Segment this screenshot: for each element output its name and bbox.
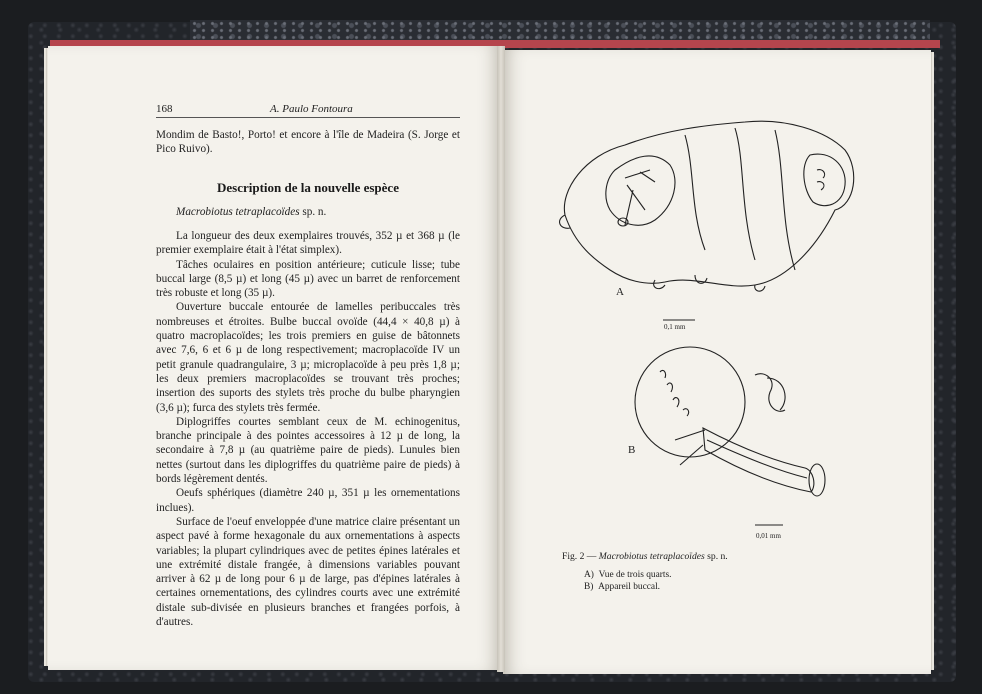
paragraph: La longueur des deux exemplaires trouvés, 352 µ et 368 µ (le premier exemplaire était à l'état simplex).	[156, 230, 460, 257]
page-number: 168	[156, 103, 173, 115]
caption-species: Macrobiotus tetraplacoïdes	[598, 551, 705, 562]
scale-label-a: 0,1 mm	[664, 323, 686, 331]
tardigrade-figure	[555, 110, 865, 550]
author-name: A. Paulo Fontoura	[270, 103, 353, 115]
species-suffix: sp. n.	[299, 206, 327, 218]
species-line	[176, 206, 326, 218]
figure-caption	[562, 551, 728, 563]
scale-label-b: 0,01 mm	[756, 532, 781, 540]
paragraph: Surface de l'oeuf enveloppée d'une matrice claire présentant un aspect pavé à forme hexagonale du aux ornementations à aspects variables; la plupart cylindriques avec de petites épines latérales et une extrémité distale frangée, à dimensions variables pouvant arriver à 62 µ de long pour 6 µ de large, pas d'épines latérales à certaines ornementations, des cylindres courts avec une extrémité distale sub-divisée en plusieurs branches et frangées porfois, à d'autres.	[156, 515, 460, 629]
figure-label-a: A	[616, 286, 624, 298]
paragraph: Diplogriffes courtes semblant ceux de M. echinogenitus, branche principale à des pointes accessoires à 12 µ de long, la secondaire à 7,8 µ (au quatrième paire de pieds). Lunules bien nettes (surtout dans les diplogriffes du quatrième paire de pieds) à bords légèrement dentés.	[156, 415, 460, 486]
figure-label-b: B	[628, 444, 636, 456]
paragraph: Tâches oculaires en position antérieure; cuticule lisse; tube buccal large (8,5 µ) et long (45 µ) avec un barret de renforcement très robuste et long (35 µ).	[156, 258, 460, 300]
paragraph: Ouverture buccale entourée de lamelles peribuccales très nombreuses et étroites. Bulbe buccal ovoïde (44,4 × 40,8 µ) à quatro macroplacoïdes; les trois premiers en guise de bâtonnets avec 7,6, 6 et 6 µ de long respectivement; macroplacoïde IV un petit granule quadrangulaire, 3 µ; microplacoïde à peu près 1,8 µ; les deux premiers macroplacoïdes se trouvant très proches; insertion des suports des stylets très proche du bulbe pharyngien (3,6 µ); furca des stylets très fermée.	[156, 301, 460, 414]
intro-paragraph: Mondim de Basto!, Porto! et encore à l'île de Madeira (S. Jorge et Pico Ruivo).	[156, 129, 460, 156]
caption-prefix: Fig. 2 —	[562, 551, 599, 562]
caption-suffix: sp. n.	[704, 551, 728, 562]
section-heading: Description de la nouvelle espèce	[217, 180, 399, 195]
figure-b-tube	[703, 428, 814, 492]
caption-item: A) Vue de trois quarts.	[584, 570, 672, 580]
species-name: Macrobiotus tetraplacoïdes	[176, 206, 300, 218]
body-text	[156, 229, 460, 629]
book-gutter	[497, 46, 505, 672]
caption-item: B) Appareil buccal.	[584, 582, 661, 592]
paragraph: Oeufs sphériques (diamètre 240 µ, 351 µ les ornementations inclues).	[156, 487, 460, 514]
running-head	[156, 103, 460, 118]
